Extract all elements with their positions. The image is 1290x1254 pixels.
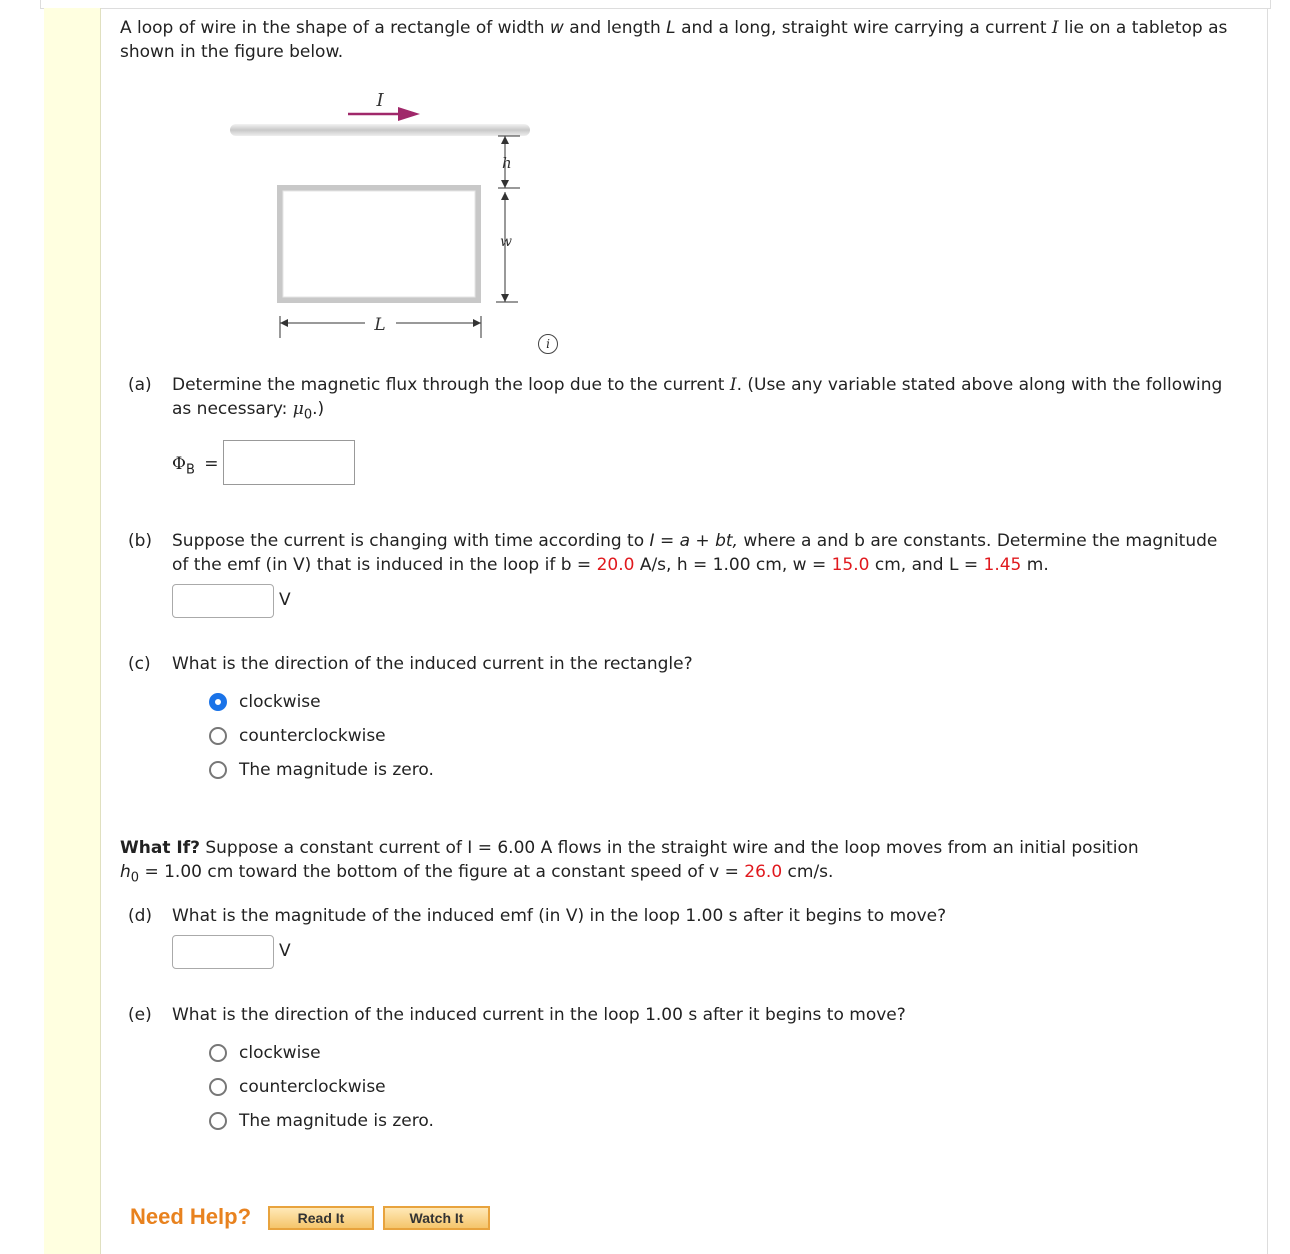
whatif-bold: What If? [120, 838, 200, 858]
part-d-question: What is the magnitude of the induced emf (in V) in the loop 1.00 s after it begins to move? [172, 906, 947, 926]
var-L: L [666, 18, 676, 38]
part-a-text: as necessary: [172, 399, 288, 419]
var-I: I [1051, 18, 1059, 38]
v-value: 26.0 [744, 862, 783, 882]
top-border [40, 0, 1271, 9]
intro-text: and a long, straight wire carrying a current [681, 18, 1047, 38]
w-arrow-top [501, 192, 509, 200]
part-a-text: .) [312, 399, 325, 419]
part-e-tag: (e) [128, 1005, 152, 1025]
straight-wire [230, 124, 530, 136]
whatif-text: cm/s. [787, 862, 834, 882]
label-L: L [374, 315, 386, 335]
rectangle-loop-inner [283, 191, 475, 297]
part-b-text: m. [1026, 555, 1049, 575]
part-c-tag: (c) [128, 654, 151, 674]
intro-line-1 [120, 16, 1227, 40]
right-border [1267, 8, 1268, 1254]
phi-symbol: Φ [172, 454, 186, 474]
whatif-text: = 1.00 cm toward the bottom of the figure at a constant speed of v = [144, 862, 739, 882]
part-e-question: What is the direction of the induced current in the loop 1.00 s after it begins to move? [172, 1005, 906, 1025]
var-mu: μ [292, 399, 304, 419]
whatif-text: I = 6.00 A flows in the straight wire and the loop moves from an initial position [467, 838, 1139, 858]
rectangle-loop [280, 188, 478, 300]
label-w: w [500, 234, 512, 250]
part-e-option-clockwise[interactable]: clockwise [239, 1043, 321, 1063]
part-b-answer-input[interactable] [172, 584, 274, 618]
part-a-line-1 [172, 373, 1222, 397]
part-b-text: Suppose the current is changing with time according to [172, 531, 645, 551]
L-arrow-left [280, 319, 288, 327]
part-a-line-2 [172, 397, 324, 427]
h-arrow-top [501, 136, 509, 144]
mu-subscript: 0 [303, 407, 313, 423]
part-c-radio-counterclockwise[interactable] [209, 727, 227, 745]
left-gutter [44, 8, 101, 1254]
part-b-text: where a and b are constants. Determine the magnitude [743, 531, 1218, 551]
wire-loop-figure [220, 80, 580, 360]
part-c-option-zero[interactable]: The magnitude is zero. [239, 760, 434, 780]
part-a-tag: (a) [128, 375, 152, 395]
part-b-unit: V [279, 590, 291, 610]
intro-line-2: shown in the figure below. [120, 42, 344, 62]
w-value: 15.0 [831, 555, 870, 575]
part-c-option-counterclockwise[interactable]: counterclockwise [239, 726, 386, 746]
h0-subscript: 0 [130, 870, 140, 886]
h-arrow-bottom [501, 180, 509, 188]
intro-text: lie on a tabletop as [1064, 18, 1228, 38]
phi-label [172, 452, 219, 482]
whatif-line-2 [120, 860, 833, 890]
part-b-line-1 [172, 529, 1217, 553]
part-e-radio-clockwise[interactable] [209, 1044, 227, 1062]
part-e-option-zero[interactable]: The magnitude is zero. [239, 1111, 434, 1131]
L-value: 1.45 [983, 555, 1022, 575]
part-b-text: A/s, h = 1.00 cm, w = [639, 555, 827, 575]
part-b-text: of the emf (in V) that is induced in the loop if b = [172, 555, 592, 575]
var-I: I [729, 375, 737, 395]
current-arrow-head [398, 107, 420, 121]
part-d-unit: V [279, 941, 291, 961]
var-h0: h [120, 862, 131, 882]
read-it-button[interactable]: Read It [268, 1206, 374, 1230]
part-c-radio-clockwise[interactable] [209, 693, 227, 711]
part-a-text: . (Use any variable stated above along with the following [736, 375, 1223, 395]
part-b-equation: I = a + bt, [649, 531, 738, 551]
label-h: h [502, 154, 512, 172]
part-b-tag: (b) [128, 531, 153, 551]
var-w: w [549, 18, 564, 38]
equals-sign: = [204, 454, 219, 474]
b-value: 20.0 [596, 555, 635, 575]
L-arrow-right [473, 319, 481, 327]
part-d-tag: (d) [128, 906, 153, 926]
phi-subscript: B [185, 462, 195, 478]
need-help-label: Need Help? [130, 1204, 252, 1229]
part-b-text: cm, and L = [874, 555, 979, 575]
part-a-text: Determine the magnetic flux through the loop due to the current [172, 375, 725, 395]
whatif-line-1 [120, 836, 1139, 860]
part-c-radio-zero[interactable] [209, 761, 227, 779]
info-icon[interactable]: i [538, 334, 558, 354]
intro-text: and length [569, 18, 661, 38]
part-b-line-2 [172, 553, 1049, 577]
w-arrow-bottom [501, 294, 509, 302]
part-d-answer-input[interactable] [172, 935, 274, 969]
part-e-option-counterclockwise[interactable]: counterclockwise [239, 1077, 386, 1097]
part-e-radio-zero[interactable] [209, 1112, 227, 1130]
part-e-radio-counterclockwise[interactable] [209, 1078, 227, 1096]
watch-it-button[interactable]: Watch It [383, 1206, 490, 1230]
part-c-question: What is the direction of the induced current in the rectangle? [172, 654, 693, 674]
intro-text: A loop of wire in the shape of a rectangle of width [120, 18, 545, 38]
part-c-option-clockwise[interactable]: clockwise [239, 692, 321, 712]
whatif-text: Suppose a constant current of [205, 838, 462, 858]
part-a-answer-input[interactable] [223, 440, 355, 485]
label-I: I [376, 90, 384, 111]
